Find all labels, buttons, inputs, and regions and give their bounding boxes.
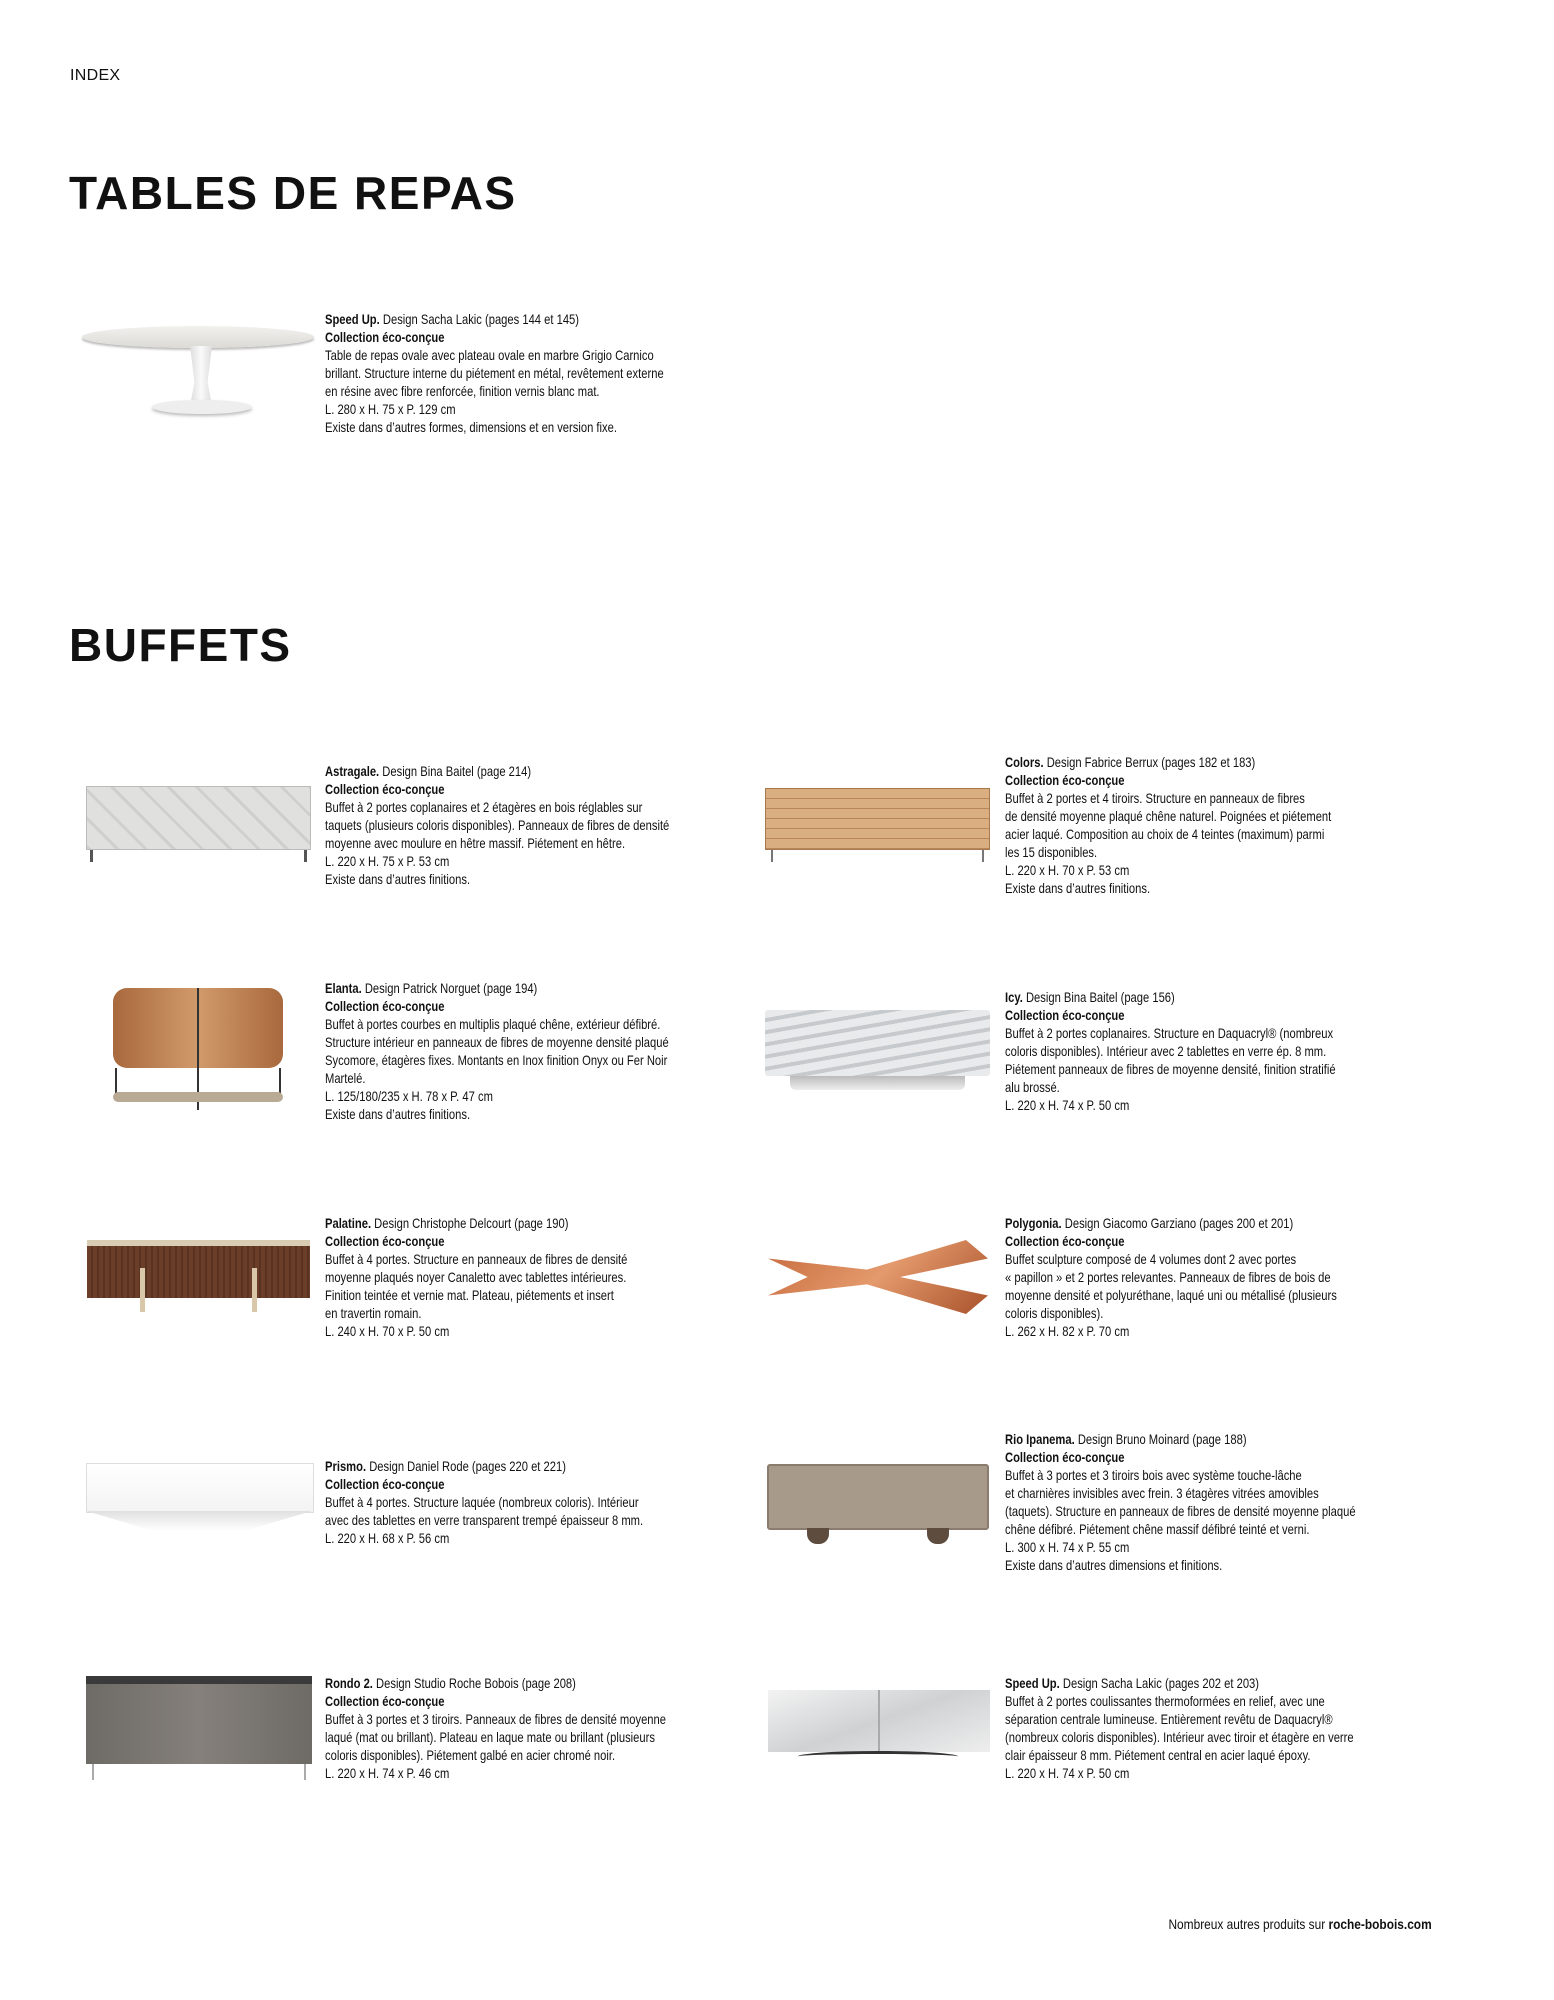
rio-ipanema-image [767,1464,989,1544]
product-design: Design Christophe Delcourt (page 190) [371,1215,569,1231]
product-design: Design Bruno Moinard (page 188) [1074,1431,1247,1447]
product-collection: Collection éco-conçue [1005,1233,1125,1249]
product-collection: Collection éco-conçue [325,1233,445,1249]
product-collection: Collection éco-conçue [325,329,445,345]
section-title-buffets: BUFFETS [69,619,292,671]
astragale-image [86,786,311,862]
product-collection: Collection éco-conçue [325,998,445,1014]
footer-text: Nombreux autres produits sur [1168,1916,1329,1932]
product-design: Design Fabrice Berrux (pages 182 et 183) [1043,754,1256,770]
product-description: Buffet à 4 portes. Structure laquée (nombreux coloris). Intérieur avec des tablettes en verre transparent trempé épaisseur 8 mm. L. 220 x H. 68 x P. 56 cm [325,1494,644,1546]
colors-image [765,788,990,862]
footer-note [1169,1916,1432,1932]
product-description: Buffet à 2 portes coulissantes thermoformées en relief, avec une séparation centrale lumineuse. Entièrement revêtu de Daquacryl® (nombreux coloris disponibles). Intérieur avec tiroir et étagère en verre clair épaisseur 8 mm. Piétement central en acier laqué époxy. L. 220 x H. 74 x P. 50 cm [1005,1693,1354,1781]
product-collection: Collection éco-conçue [1005,1007,1125,1023]
product-name: Icy. [1005,989,1023,1005]
product-collection: Collection éco-conçue [325,781,445,797]
product-description: Buffet à 3 portes et 3 tiroirs bois avec système touche-lâche et charnières invisibles avec frein. 3 étagères vitrées amovibles (taquets). Structure en panneaux de fibres de densité moyenne plaqué chêne défibré. Piétement chêne massif défibré teinté et verni. L. 300 x H. 74 x P. 55 cm Existe dans d’autres dimensions et finitions. [1005,1467,1356,1573]
product-rondo-2 [325,1674,741,1782]
product-rio-ipanema [1005,1430,1421,1574]
icy-image [765,1010,990,1090]
product-collection: Collection éco-conçue [325,1476,445,1492]
product-collection: Collection éco-conçue [325,1693,445,1709]
palatine-image [87,1240,310,1312]
rondo-2-image [86,1676,312,1780]
product-name: Polygonia. [1005,1215,1062,1231]
product-name: Palatine. [325,1215,372,1231]
product-name: Colors. [1005,754,1044,770]
product-speed-up-buffet [1005,1674,1421,1782]
product-name: Speed Up. [325,311,380,327]
product-astragale [325,762,741,888]
product-description: Buffet à 2 portes et 4 tiroirs. Structure en panneaux de fibres de densité moyenne plaqué chêne naturel. Poignées et piétement acier laqué. Composition au choix de 4 teintes (maximum) parmi les 15 disponibles. L. 220 x H. 70 x P. 53 cm Existe dans d’autres finitions. [1005,790,1332,896]
product-name: Astragale. [325,763,380,779]
product-polygonia [1005,1214,1421,1340]
product-description: Buffet à 3 portes et 3 tiroirs. Panneaux de fibres de densité moyenne laqué (mat ou brillant). Plateau en laque mate ou brillant (plusieurs coloris disponibles). Piétement galbé en acier chromé noir. L. 220 x H. 74 x P. 46 cm [325,1711,666,1781]
product-icy [1005,988,1421,1114]
table-speed-up-image [82,322,314,422]
product-colors [1005,753,1421,897]
product-collection: Collection éco-conçue [1005,1449,1125,1465]
product-description: Buffet à 2 portes coplanaires. Structure en Daquacryl® (nombreux coloris disponibles). Intérieur avec 2 tablettes en verre ép. 8 mm. Piétement panneaux de fibres de moyenne densité, finition stratifié alu brossé. L. 220 x H. 74 x P. 50 cm [1005,1025,1336,1113]
product-design: Design Sacha Lakic (pages 144 et 145) [379,311,580,327]
product-name: Elanta. [325,980,362,996]
product-design: Design Daniel Rode (pages 220 et 221) [366,1458,566,1474]
product-name: Speed Up. [1005,1675,1060,1691]
website-link[interactable]: roche-bobois.com [1328,1916,1432,1932]
speed-up-buffet-image [768,1690,990,1762]
product-description: Buffet à 4 portes. Structure en panneaux de fibres de densité moyenne plaqués noyer Canaletto avec tablettes intérieures. Finition teintée et vernie mat. Plateau, piétements et insert en travertin romain. L. 240 x H. 70 x P. 50 cm [325,1251,628,1339]
product-design: Design Giacomo Garziano (pages 200 et 201) [1061,1215,1294,1231]
product-table-speed-up [325,310,741,436]
product-design: Design Sacha Lakic (pages 202 et 203) [1059,1675,1260,1691]
product-prismo [325,1457,741,1547]
page-header-index: INDEX [70,67,121,84]
product-elanta [325,979,741,1123]
product-design: Design Bina Baitel (page 156) [1022,989,1175,1005]
product-design: Design Studio Roche Bobois (page 208) [372,1675,576,1691]
product-description: Buffet à 2 portes coplanaires et 2 étagères en bois réglables sur taquets (plusieurs coloris disponibles). Panneaux de fibres de densité moyenne avec moulure en hêtre massif. Piétement en hêtre. L. 220 x H. 75 x P. 53 cm Existe dans d’autres finitions. [325,799,670,887]
product-name: Rondo 2. [325,1675,373,1691]
product-name: Rio Ipanema. [1005,1431,1075,1447]
polygonia-image [768,1240,988,1314]
product-design: Design Patrick Norguet (page 194) [361,980,538,996]
elanta-image [113,988,283,1110]
product-palatine [325,1214,741,1340]
product-collection: Collection éco-conçue [1005,772,1125,788]
section-title-tables: TABLES DE REPAS [69,167,517,219]
product-description: Buffet sculpture composé de 4 volumes dont 2 avec portes « papillon » et 2 portes relevantes. Panneaux de fibres de bois de moyenne densité et polyuréthane, laqué uni ou métallisé (plusieurs coloris disponibles). L. 262 x H. 82 x P. 70 cm [1005,1251,1337,1339]
product-design: Design Bina Baitel (page 214) [379,763,532,779]
prismo-image [86,1463,312,1533]
product-description: Buffet à portes courbes en multiplis plaqué chêne, extérieur défibré. Structure intérieur en panneaux de fibres de moyenne densité plaqué Sycomore, étagères fixes. Montants en Inox finition Onyx ou Fer Noir Martelé. L. 125/180/235 x H. 78 x P. 47 cm Existe dans d’autres finitions. [325,1016,669,1122]
product-name: Prismo. [325,1458,367,1474]
product-description: Table de repas ovale avec plateau ovale en marbre Grigio Carnico brillant. Structure interne du piétement en métal, revêtement externe en résine avec fibre renforcée, finition vernis blanc mat. L. 280 x H. 75 x P. 129 cm Existe dans d’autres formes, dimensions et en version fixe. [325,347,664,435]
